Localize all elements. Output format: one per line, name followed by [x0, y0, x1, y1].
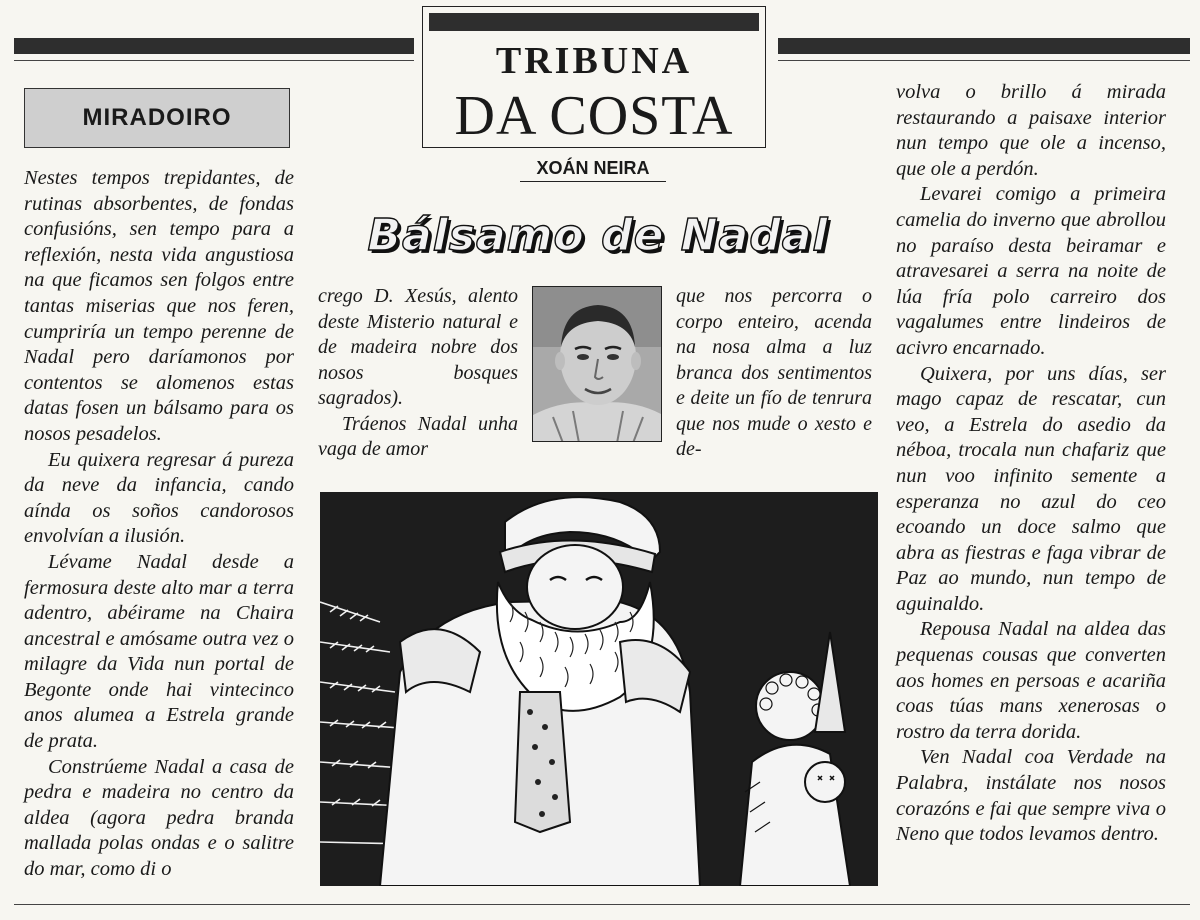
paragraph: Quixera, por uns días, ser mago capaz de rescatar, cun veo, a Estrela do asedio da néboa, trocala nun chafariz que nun voo infinito semente a esperanza no azul do ceo ecoando un doce salmo que abra as fiestras e faga vibrar de Paz ao mundo, nun tempo de aguinaldo.	[896, 362, 1166, 615]
column-middle-right	[676, 284, 872, 463]
masthead-line2: DA COSTA	[454, 85, 734, 147]
header-thin-rule-left	[14, 60, 414, 61]
paragraph: Nestes tempos trepidantes, de rutinas absorbentes, de fondas confusións, sen tempo para a reflexión, nesta vida angustiosa na que ficamos sen folgos entre tantas miserias que nos feren, cumpriría un tempo perenne de Nadal pero daríamonos por contentos se alomenos estas datas fosen un bálsamo para os nosos pesadelos.	[24, 167, 294, 445]
masthead	[422, 6, 766, 148]
author-byline: XOÁN NEIRA	[520, 158, 666, 182]
column-left	[24, 166, 294, 883]
paragraph: crego D. Xesús, alento deste Misterio natural e de madeira nobre dos nosos bosques sagrados).	[318, 285, 518, 409]
header-rule-right	[778, 38, 1190, 54]
column-right	[896, 80, 1166, 848]
paragraph: que nos percorra o corpo enteiro, acenda na nosa alma a luz branca dos sentimentos e deite un fío de tenrura que nos mude o xesto e de-	[676, 285, 872, 460]
footer-rule	[14, 904, 1190, 905]
column-middle-left	[318, 284, 518, 463]
santa-claus-illustration	[320, 492, 878, 886]
paragraph: Constrúeme Nadal a casa de pedra e madeira no centro da aldea (agora pedra branda mallada polas ondas e o salitre do mar, como di o	[24, 755, 294, 881]
headline: Bálsamo de Nadal	[367, 210, 829, 261]
paragraph: Repousa Nadal na aldea das pequenas cousas que converten aos homes en persoas e acariña coas túas mans xenerosas o rostro da terra dorida.	[896, 618, 1166, 743]
header-rule-left	[14, 38, 414, 54]
paragraph: volva o brillo á mirada restaurando a paisaxe interior nun tempo que ole a incenso, que ole a perdón.	[896, 81, 1166, 180]
paragraph: Levarei comigo a primeira camelia do inverno que abrollou no paraíso desta beiramar e atravesarei a serra na noite de lúa fría polo carreiro dos vagalumes entre lindeiros de acivro encarnado.	[896, 183, 1166, 359]
paragraph: Ven Nadal coa Verdade na Palabra, instálate nos nosos corazóns e fai que sempre viva o Neno que todos levamos dentro.	[896, 746, 1166, 846]
paragraph: Eu quixera regresar á pureza da neve da infancia, cando aínda os soños candorosos envolvían a ilusión.	[24, 448, 294, 548]
masthead-bar	[429, 13, 759, 31]
masthead-line1: TRIBUNA	[495, 40, 693, 82]
section-label: MIRADOIRO	[24, 88, 290, 148]
header-thin-rule-right	[778, 60, 1190, 61]
paragraph: Lévame Nadal desde a fermosura deste alto mar a terra adentro, abéirame na Chaira ancestral e amósame outra vez o milagre da Vida nun portal de Begonte onde hai vintecinco anos alumea a Estrela grande de prata.	[24, 550, 294, 753]
paragraph: Tráenos Nadal unha vaga de amor	[318, 412, 518, 460]
author-photo	[532, 286, 662, 442]
